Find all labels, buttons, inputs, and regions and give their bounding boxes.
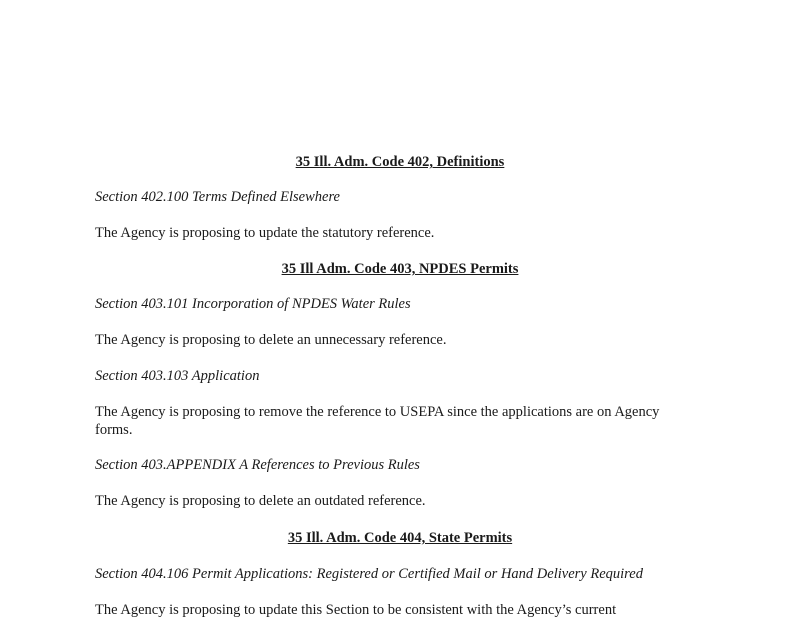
section-403-appendix-a-title: Section 403.APPENDIX A References to Previous Rules [95,457,420,473]
section-403-101-title: Section 403.101 Incorporation of NPDES Water Rules [95,296,411,312]
section-403-103-title: Section 403.103 Application [95,368,260,384]
paragraph-403-101: The Agency is proposing to delete an unnecessary reference. [95,332,447,348]
section-402-100-title: Section 402.100 Terms Defined Elsewhere [95,189,340,205]
paragraph-403-appendix-a: The Agency is proposing to delete an outdated reference. [95,493,426,509]
heading-part-403: 35 Ill Adm. Code 403, NPDES Permits [281,261,519,277]
heading-part-404: 35 Ill. Adm. Code 404, State Permits [287,530,513,546]
paragraph-404-106: The Agency is proposing to update this Section to be consistent with the Agency’s current [95,602,617,618]
section-404-106-title: Section 404.106 Permit Applications: Registered or Certified Mail or Hand Delivery Required [95,566,643,582]
paragraph-403-103: The Agency is proposing to remove the reference to USEPA since the applications are on Agency forms. [95,404,660,438]
heading-part-402: 35 Ill. Adm. Code 402, Definitions [295,154,505,170]
paragraph-402-100: The Agency is proposing to update the statutory reference. [95,225,435,241]
